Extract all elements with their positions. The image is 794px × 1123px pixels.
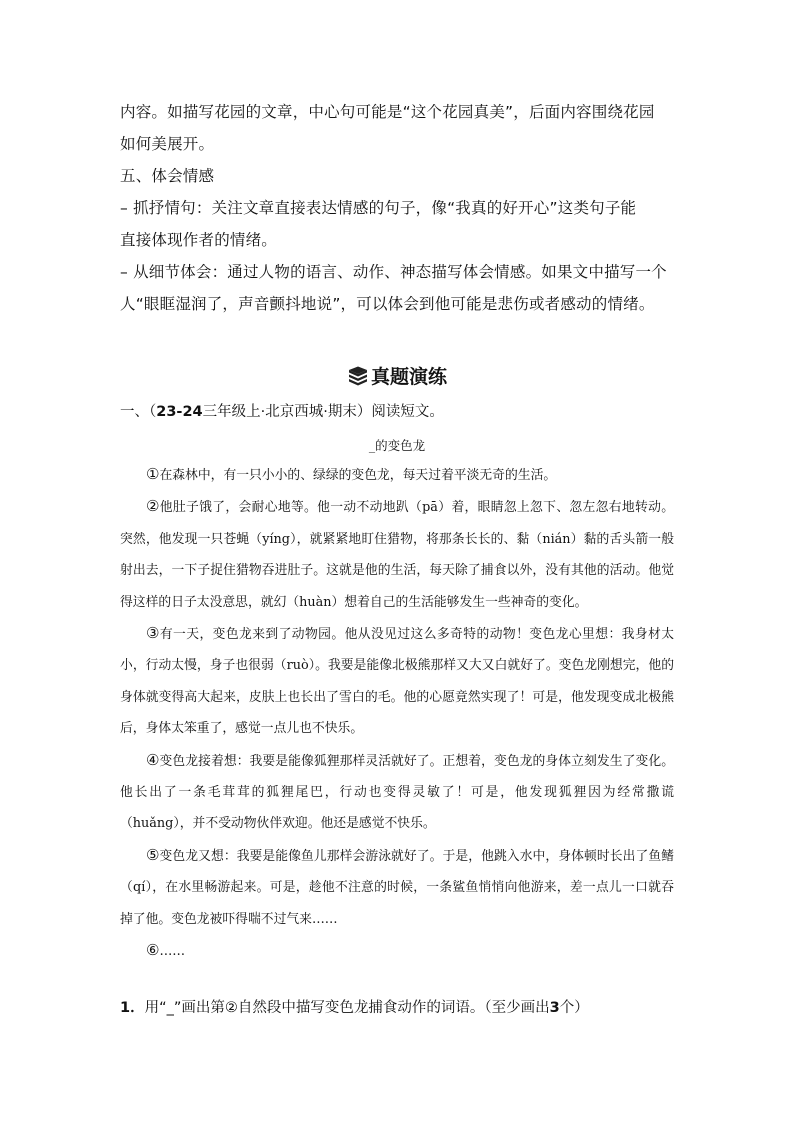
story-paragraph-1: ①在森林中，有一只小小的、绿绿的变色龙，每天过着平淡无奇的生活。 (146, 465, 557, 483)
intro-line-1: 内容。如描写花园的文章，中心句可能是“这个花园真美”，后面内容围绕花园 (120, 103, 655, 121)
story-paragraph-4: ④变色龙接着想：我要是能像狐狸那样灵活就好了。正想着，变色龙的身体立刻发生了变化。他长出了一条毛茸茸的狐狸尾巴，行动也变得灵敏了！可是，他发现狐狸因为经常撒谎（huǎng），并不受动物伙伴欢迎。他还是感觉不快乐。 (120, 750, 674, 832)
question-1: 1．用“_”画出第②自然段中描写变色龙捕食动作的词语。（至少画出3个） (120, 1000, 589, 1016)
story-title: _的变色龙 (368, 438, 426, 453)
section-title (0, 362, 794, 391)
bullet-1-line-2: 直接体现作者的情绪。 (120, 231, 278, 249)
bullet-2-line-2: 人“眼眶湿润了，声音颤抖地说”，可以体会到他可能是悲伤或者感动的情绪。 (120, 295, 655, 313)
section-heading-emotion: 五、体会情感 (120, 167, 215, 185)
section-title-text: 真题演练 (370, 366, 447, 388)
question-group-heading: 一、（23-24三年级上·北京西城·期末）阅读短文。 (120, 404, 444, 420)
story-paragraph-2: ②他肚子饿了，会耐心地等。他一动不动地趴（pā）着，眼睛忽上忽下、忽左忽右地转动。突然，他发现一只苍蝇（yíng），就紧紧地盯住猎物，将那条长长的、黏（nián）黏的舌头箭一般射出去，一下子捉住猎物吞进肚子。这就是他的生活，每天除了捕食以外，没有其他的活动。他觉得这样的日子太没意思，就幻（huàn）想着自己的生活能够发生一些神奇的变化。 (120, 497, 675, 610)
story-paragraph-3: ③有一天，变色龙来到了动物园。他从没见过这么多奇特的动物！变色龙心里想：我身材太小，行动太慢，身子也很弱（ruò）。我要是能像北极熊那样又大又白就好了。变色龙刚想完，他的身体就变得高大起来，皮肤上也长出了雪白的毛。他的心愿竟然实现了！可是，他发现变成北极熊后，身体太笨重了，感觉一点儿也不快乐。 (120, 624, 675, 737)
bullet-2-line-1: – 从细节体会：通过人物的语言、动作、神态描写体会情感。如果文中描写一个 (120, 263, 667, 281)
story-paragraph-6: ⑥…… (146, 941, 186, 960)
story-body (120, 459, 674, 968)
story-paragraph-5: ⑤变色龙又想：我要是能像鱼儿那样会游泳就好了。于是，他跳入水中，身体顿时长出了鱼鳍（qí），在水里畅游起来。可是，趁他不注意的时候，一条鲨鱼悄悄向他游来，差一点儿一口就吞掉了他。变色龙被吓得喘不过气来…… (120, 845, 674, 927)
bullet-1-line-1: – 抓抒情句：关注文章直接表达情感的句子，像“我真的好开心”这类句子能 (120, 199, 637, 217)
books-icon (347, 366, 369, 391)
intro-line-2: 如何美展开。 (120, 135, 215, 153)
